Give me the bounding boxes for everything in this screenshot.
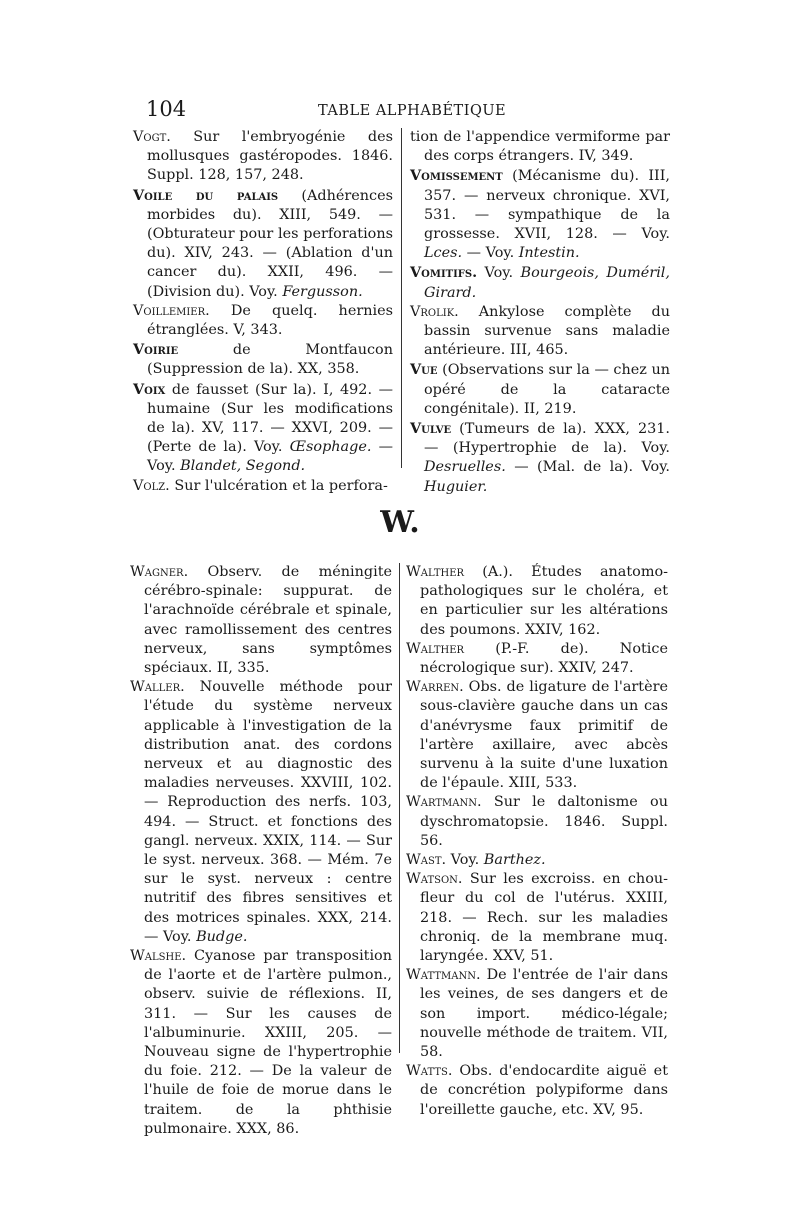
column-bottom-left	[130, 563, 392, 1137]
entry-text: Voy.	[446, 852, 484, 869]
entry-reference: Fergusson.	[282, 283, 363, 300]
entry-text: (A.). Études anatomo-pathologiques sur le choléra, et en particulier sur les altérations des poumons. XXIV, 162.	[420, 564, 668, 638]
running-title: TABLE ALPHABÉTIQUE	[318, 103, 507, 119]
entry-headword: Warren.	[406, 679, 464, 696]
index-entry	[406, 678, 668, 793]
column-divider-bottom	[399, 563, 400, 1053]
entry-headword: Vue	[410, 361, 438, 379]
entry-headword: Voix	[133, 380, 166, 398]
entry-headword: Vogt.	[133, 129, 171, 145]
entry-headword: Vrolik.	[410, 303, 459, 320]
index-entry	[133, 186, 393, 302]
entry-headword: Walther	[406, 640, 465, 657]
entry-text: Sur les excroiss. en chou-fleur du col de l'utérus. XXIII, 218. — Rech. sur les maladies chroniq. de la membrane muq. laryngée. XXV, 51.	[420, 871, 668, 965]
index-entry	[410, 263, 670, 302]
index-entry	[406, 563, 668, 640]
entry-headword: Voile du palais	[133, 186, 279, 204]
entry-text: Obs. d'endocardite aiguë et de concrétion polypiforme dans l'oreillette gauche, etc. XV, 95.	[420, 1063, 668, 1118]
column-top-left	[133, 128, 393, 494]
entry-text: De l'entrée de l'air dans les veines, de ses dangers et de son import. médico-légale; nouvelle méthode de traitem. VII, 58.	[420, 967, 668, 1061]
entry-headword: Wast.	[406, 852, 447, 869]
entry-headword: Wagner.	[130, 564, 189, 580]
entry-text: de Montfaucon (Suppression de la). XX, 358.	[147, 342, 393, 378]
index-entry	[130, 563, 392, 678]
entry-headword: Walther	[406, 564, 465, 580]
index-entry	[410, 419, 670, 497]
column-top-right	[410, 128, 670, 495]
column-divider-top	[401, 128, 402, 468]
index-entry	[133, 477, 393, 496]
entry-text: Ankylose complète du bassin survenue sans maladie antérieure. III, 465.	[424, 303, 670, 359]
entry-text: Sur l'ulcération et la perfora-	[169, 477, 388, 494]
entry-headword: Waller.	[130, 679, 185, 696]
entry-reference: Bourgeois, Duméril, Girard.	[424, 265, 670, 301]
entry-reference: Huguier.	[424, 478, 488, 495]
index-entry	[133, 302, 393, 340]
index-entry	[410, 166, 670, 263]
entry-headword: Vulve	[410, 420, 452, 438]
entry-text: Sur l'embryogénie des mollusques gastéropodes. 1846. Suppl. 128, 157, 248.	[147, 129, 393, 184]
index-entry	[133, 340, 393, 379]
entry-headword: Walshe.	[130, 948, 187, 965]
entry-text: — Voy.	[462, 245, 519, 262]
entry-text: — Voy.	[147, 439, 393, 475]
column-bottom-right	[406, 563, 668, 1118]
entry-text: tion de l'appendice vermiforme par des corps étrangers. IV, 349.	[410, 129, 670, 165]
index-entry	[406, 640, 668, 678]
index-entry	[410, 360, 670, 419]
entry-headword: Watts.	[406, 1063, 453, 1080]
entry-text: (Mécanisme du). III, 357. — nerveux chronique. XVI, 531. — sympathique de la grossesse. XVII, 128. — Voy.	[424, 168, 670, 243]
index-entry	[410, 303, 670, 361]
entry-text: (Adhérences morbides du). XIII, 549. — (Obturateur pour les perforations du). XIV, 243. — (Ablation d'un cancer du). XXII, 496. — (Division du). Voy.	[147, 187, 393, 300]
entry-text: De quelq. hernies étranglées. V, 343.	[147, 302, 393, 339]
entry-text: Nouvelle méthode pour l'étude du système nerveux applicable à l'investigation de la distribution anat. des cordons nerveux et au diagnostic des maladies nerveuses. XXVIII, 102. — Reproduction des nerfs. 103, 494. — Struct. et fonctions des gangl. nerveux. XXIX, 114. — Sur le syst. nerveux. 368. — Mém. 7e sur le syst. nerveux : centre nutritif des fibres sensitives et des motrices spinales. XXX, 214. — Voy.	[144, 679, 392, 945]
index-entry	[406, 1062, 668, 1120]
entry-text: (P.-F. de). Notice nécrologique sur). XXIV, 247.	[420, 640, 668, 677]
section-letter: W.	[380, 505, 420, 540]
entry-text: Observ. de méningite cérébro-spinale: suppurat. de l'arachnoïde cérébrale et spinale, avec ramollissement des centres nerveux, sans symptômes spéciaux. II, 335.	[144, 564, 392, 677]
entry-reference: Budge.	[196, 928, 248, 945]
index-entry	[133, 380, 393, 477]
index-entry	[130, 678, 392, 947]
index-entry	[406, 851, 668, 870]
entry-headword: Volz.	[133, 477, 170, 494]
entry-headword: Voillemier.	[133, 302, 210, 319]
index-entry	[133, 128, 393, 186]
entry-text: Cyanose par transposition de l'aorte et de l'artère pulmon., observ. suivie de réflexions. II, 311. — Sur les causes de l'albuminurie. XXIII, 205. — Nouveau signe de l'hypertrophie du foie. 212. — De la valeur de l'huile de foie de morue dans le traitem. de la phthisie pulmonaire. XXX, 86.	[144, 948, 392, 1137]
index-entry	[406, 870, 668, 966]
entry-text: Voy.	[477, 265, 521, 282]
page-number: 104	[146, 97, 187, 121]
entry-text: Obs. de ligature de l'artère sous-clavière gauche dans un cas d'anévrysme faux primitif de l'artère axillaire, avec abcès survenu à la suite d'une luxation de l'épaule. XIII, 533.	[420, 679, 668, 792]
index-entry	[410, 128, 670, 166]
entry-reference: Blandet, Segond.	[180, 458, 306, 475]
entry-text: Sur le daltonisme ou dyschromatopsie. 1846. Suppl. 56.	[420, 794, 668, 849]
index-entry	[130, 947, 392, 1139]
entry-text: (Observations sur la — chez un opéré de la cataracte congénitale). II, 219.	[424, 362, 670, 417]
entry-headword: Vomitifs.	[410, 264, 478, 282]
index-entry	[406, 966, 668, 1062]
entry-reference: Desruelles.	[424, 459, 506, 476]
entry-text: — (Mal. de la). Voy.	[505, 459, 670, 476]
entry-reference: Œsophage.	[289, 439, 372, 456]
entry-text: de fausset (Sur la). I, 492. — humaine (Sur les modifications de la). XV, 117. — XXVI, 209. — (Perte de la). Voy.	[147, 381, 393, 456]
entry-headword: Wartmann.	[406, 794, 482, 811]
entry-reference: Intestin.	[518, 245, 580, 262]
entry-headword: Voirie	[133, 341, 179, 359]
entry-headword: Watson.	[406, 871, 463, 888]
entry-reference: Lces.	[424, 245, 463, 262]
entry-text: (Tumeurs de la). XXX, 231. — (Hypertrophie de la). Voy.	[424, 421, 670, 457]
entry-reference: Barthez.	[483, 852, 546, 869]
entry-headword: Vomissement	[410, 167, 503, 185]
entry-headword: Wattmann.	[406, 967, 481, 984]
index-entry	[406, 793, 668, 851]
